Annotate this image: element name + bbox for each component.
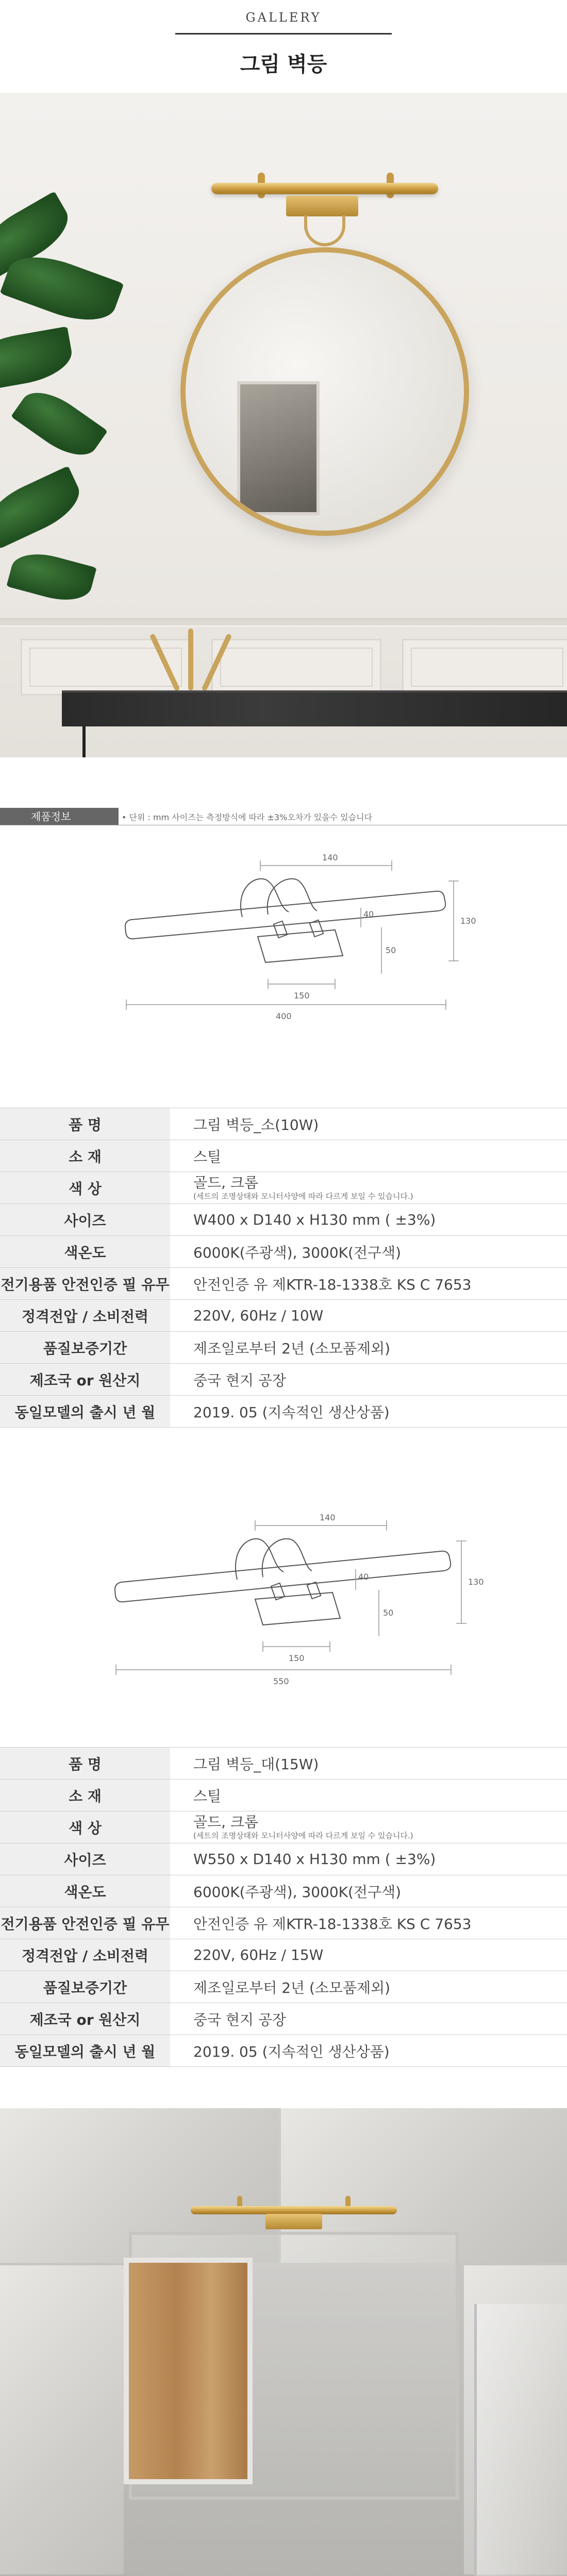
spec-row [0,1236,567,1268]
section-gap [0,1428,567,1474]
spec-value: 6000K(주광색), 3000K(전구색) [193,1244,402,1261]
spec-value: 제조일로부터 2년 (소모품제외) [193,1979,391,1996]
spec-value-cell [170,1843,567,1875]
spec-row [0,1172,567,1204]
spec-value: 중국 현지 공장 [193,1371,287,1389]
hero-photo-mirror [0,93,567,757]
hero-photo-bathroom [0,2108,567,2576]
spec-value: 그림 벽등_대(15W) [193,1755,319,1773]
dim-width: 550 [273,1676,289,1686]
spec-key: 색 상 [0,1811,170,1843]
plant-leaf [0,326,76,392]
spec-key: 정격전압 / 소비전력 [0,1939,170,1971]
product-info-tag: 제품정보 [0,808,119,825]
lamp-arm-outline [262,1539,312,1577]
gallery-label: GALLERY [245,10,322,25]
round-mirror [180,247,469,536]
lamp-joint [310,920,323,937]
lamp-diagram-svg [0,824,567,1108]
lamp-mount-clip [304,215,345,246]
spec-value-cell [170,1172,567,1204]
marble-counter [62,690,567,726]
spec-row [0,1396,567,1428]
spec-row [0,1204,567,1236]
shower-glass [474,2304,567,2576]
gallery-header [0,0,567,93]
spec-note: (세트의 조명상태와 모니터사양에 따라 다르게 보일 수 있습니다.) [193,1831,413,1840]
spec-row [0,1939,567,1971]
wood-door-reflection [129,2263,247,2479]
spec-value-cell [170,1204,567,1236]
spec-value: 제조일로부터 2년 (소모품제외) [193,1340,391,1357]
dim-height: 130 [468,1577,484,1587]
lamp-bar-outline [115,1551,451,1602]
spec-row [0,1140,567,1172]
spec-row [0,1971,567,2003]
spec-value: 골드, 크롬 [193,1174,258,1191]
spec-key: 동일모델의 출시 년 월 [0,2035,170,2067]
spec-key: 품질보증기간 [0,1332,170,1364]
spec-key: 소 재 [0,1780,170,1811]
spec-row [0,1268,567,1300]
spec-key: 품질보증기간 [0,1971,170,2003]
spec-value: 스틸 [193,1787,222,1805]
spec-value-cell [170,1108,567,1140]
spec-value: 2019. 05 (지속적인 생산상품) [193,2043,390,2060]
spec-value-cell [170,1236,567,1268]
picture-lamp-base [286,196,358,216]
lamp-arm-outline [241,879,289,917]
spec-value: W550 x D140 x H130 mm ( ±3%) [193,1851,436,1868]
lamp-joint [307,1582,321,1599]
picture-lamp-base [265,2214,322,2229]
spec-row [0,2003,567,2035]
unit-note: • 단위 : mm 사이즈는 측정방식에 따라 ±3%오차가 있을수 있습니다 [122,812,373,822]
spec-value: 스틸 [193,1148,222,1165]
spec-key: 동일모델의 출시 년 월 [0,1396,170,1428]
section-gap [0,2067,567,2108]
spec-value-cell [170,1971,567,2003]
dim-depth: 140 [322,853,338,862]
spec-value: 6000K(주광색), 3000K(전구색) [193,1883,402,1901]
spec-row [0,1300,567,1332]
counter-leg [82,726,86,757]
spec-value-cell [170,1939,567,1971]
spec-value-cell [170,1811,567,1843]
spec-row [0,1364,567,1396]
gold-decor [144,629,237,690]
spec-value: 2019. 05 (지속적인 생산상품) [193,1403,390,1421]
wall-panel [402,639,567,696]
wainscot-rail [0,618,567,626]
lamp-bar-outline [125,891,445,939]
spec-key: 사이즈 [0,1204,170,1236]
dim-arm: 40 [363,909,374,919]
dim-base-height: 50 [386,945,396,955]
dim-width: 400 [276,1011,292,1021]
spec-row [0,1780,567,1811]
spec-key: 색온도 [0,1236,170,1268]
lamp-base-outline [258,930,343,962]
spec-row [0,1748,567,1780]
spec-value-cell [170,1907,567,1939]
spec-key: 사이즈 [0,1843,170,1875]
dim-arm: 40 [358,1572,369,1582]
spec-value-cell [170,1748,567,1780]
picture-lamp-bar [211,183,438,194]
spec-row [0,1843,567,1875]
spec-value: W400 x D140 x H130 mm ( ±3%) [193,1211,436,1228]
plant-leaf [6,547,96,608]
spec-key: 색온도 [0,1875,170,1907]
spec-value: 안전인증 유 제KTR-18-1338호 KS C 7653 [193,1276,472,1293]
dim-depth: 140 [320,1513,336,1522]
spec-value-cell [170,2035,567,2067]
picture-lamp-bar [191,2206,397,2214]
lamp-base-outline [255,1592,340,1625]
spec-row [0,1907,567,1939]
spec-value-cell [170,1875,567,1907]
spec-row [0,1332,567,1364]
product-info-header [0,757,567,824]
spec-value-cell [170,1780,567,1811]
dim-base-width: 150 [289,1653,305,1663]
spec-value: 안전인증 유 제KTR-18-1338호 KS C 7653 [193,1915,472,1933]
spec-row [0,1108,567,1140]
spec-value-cell [170,1300,567,1332]
spec-value-cell [170,1140,567,1172]
spec-key: 품 명 [0,1748,170,1780]
wall-tile [0,2265,124,2574]
spec-value-cell [170,1364,567,1396]
dimension-diagram-large [0,1474,567,1747]
lamp-arm-outline [268,879,317,914]
spec-table-large [0,1747,567,2067]
spec-value: 220V, 60Hz / 10W [193,1307,324,1324]
spec-key: 제조국 or 원산지 [0,2003,170,2035]
spec-value: 중국 현지 공장 [193,2011,287,2028]
lamp-diagram-large-svg [0,1474,567,1747]
plant-leaf [0,466,88,549]
spec-note: (세트의 조명상태와 모니터사양에 따라 다르게 보일 수 있습니다.) [193,1191,413,1201]
spec-value-cell [170,1396,567,1428]
spec-row [0,2035,567,2067]
spec-row [0,1875,567,1907]
dim-base-height: 50 [383,1608,394,1618]
spec-key: 전기용품 안전인증 필 유무 [0,1268,170,1300]
dim-height: 130 [460,916,476,926]
mirror-reflection-art [237,381,320,515]
spec-row [0,1811,567,1843]
page-title: 그림 벽등 [240,53,327,76]
gallery-divider [175,33,392,35]
spec-value: 220V, 60Hz / 15W [193,1946,324,1963]
spec-key: 전기용품 안전인증 필 유무 [0,1907,170,1939]
spec-key: 정격전압 / 소비전력 [0,1300,170,1332]
spec-key: 소 재 [0,1140,170,1172]
dim-base-width: 150 [294,991,310,1001]
lamp-arm-outline [236,1539,284,1580]
plant-leaf [11,381,108,467]
spec-key: 색 상 [0,1172,170,1204]
spec-key: 제조국 or 원산지 [0,1364,170,1396]
spec-key: 품 명 [0,1108,170,1140]
spec-value-cell [170,1268,567,1300]
dimension-diagram-small [0,824,567,1108]
spec-value-cell [170,2003,567,2035]
spec-table-small [0,1108,567,1428]
spec-value-cell [170,1332,567,1364]
spec-value: 그림 벽등_소(10W) [193,1116,319,1133]
spec-value: 골드, 크롬 [193,1813,258,1831]
